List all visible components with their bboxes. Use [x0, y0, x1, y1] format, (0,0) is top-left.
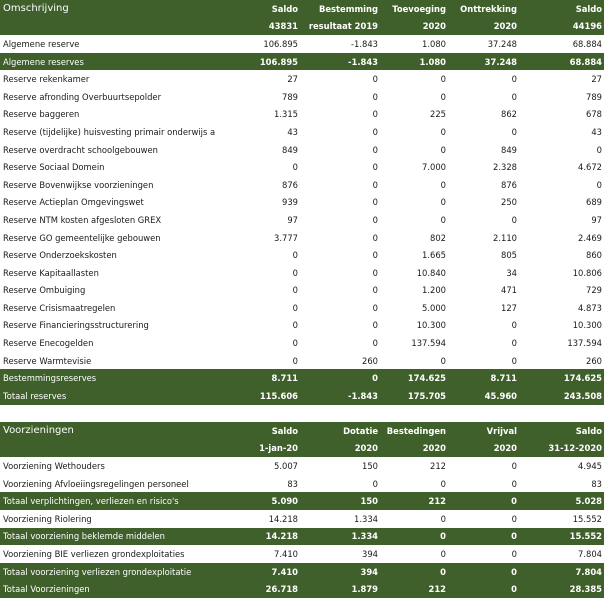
row-value: 7.410 [215, 563, 300, 581]
row-value: 0 [215, 299, 300, 317]
row-value: 137.594 [519, 334, 604, 352]
row-value: 137.594 [380, 334, 448, 352]
col-subheader: 1-jan-20 [215, 440, 300, 458]
row-value: 0 [300, 334, 380, 352]
row-value: 0 [300, 211, 380, 229]
col-header: Saldo [215, 422, 300, 440]
row-value: -1.843 [300, 35, 380, 53]
row-value: 8.711 [215, 369, 300, 387]
col-subheader: 2020 [300, 440, 380, 458]
row-value: 225 [380, 106, 448, 124]
row-value: 7.804 [519, 563, 604, 581]
row-value: 0 [380, 141, 448, 159]
row-value: -1.843 [300, 53, 380, 71]
row-value: 0 [300, 229, 380, 247]
row-value: 876 [215, 176, 300, 194]
row-value: 0 [519, 141, 604, 159]
col-header: Vrijval [448, 422, 519, 440]
row-value: 0 [448, 211, 519, 229]
row-value: 127 [448, 299, 519, 317]
row-value: 174.625 [380, 369, 448, 387]
row-value: 1.200 [380, 282, 448, 300]
row-label: Reserve Ombuiging [0, 282, 215, 300]
row-value: 0 [380, 176, 448, 194]
row-value: 0 [448, 88, 519, 106]
col-subheader: resultaat 2019 [300, 18, 380, 36]
row-value: 175.705 [380, 387, 448, 405]
table-row [0, 88, 604, 106]
row-value: 0 [448, 334, 519, 352]
table-row [0, 510, 604, 528]
row-label: Reserve baggeren [0, 106, 215, 124]
row-value: 1.080 [380, 53, 448, 71]
col-header: Bestedingen [380, 422, 448, 440]
col-subheader: 2020 [448, 440, 519, 458]
table-row [0, 158, 604, 176]
subtotal-row [0, 528, 604, 546]
row-value: 7.000 [380, 158, 448, 176]
row-label: Reserve Bovenwijkse voorzieningen [0, 176, 215, 194]
col-header: Dotatie [300, 422, 380, 440]
row-value: 0 [300, 246, 380, 264]
row-value: 0 [448, 492, 519, 510]
table-row [0, 475, 604, 493]
row-value: 1.879 [300, 580, 380, 598]
row-value: 150 [300, 457, 380, 475]
row-value: 2.469 [519, 229, 604, 247]
row-label: Reserve overdracht schoolgebouwen [0, 141, 215, 159]
table-row [0, 211, 604, 229]
row-value: 1.315 [215, 106, 300, 124]
row-value: 0 [448, 510, 519, 528]
row-value: 4.945 [519, 457, 604, 475]
provisions-title: Voorzieningen [0, 422, 215, 440]
row-value: 789 [215, 88, 300, 106]
row-value: 0 [300, 141, 380, 159]
row-value: 43 [215, 123, 300, 141]
row-value: 0 [300, 299, 380, 317]
row-value: 0 [380, 352, 448, 370]
row-value: 10.840 [380, 264, 448, 282]
col-subheader: 2020 [448, 18, 519, 36]
col-subheader: 44196 [519, 18, 604, 36]
row-value: 106.895 [215, 53, 300, 71]
row-value: 0 [380, 70, 448, 88]
row-value: 2.110 [448, 229, 519, 247]
table-row [0, 106, 604, 124]
row-value: 0 [448, 457, 519, 475]
table-row [0, 229, 604, 247]
row-value: 250 [448, 194, 519, 212]
row-label: Reserve rekenkamer [0, 70, 215, 88]
row-value: 0 [300, 282, 380, 300]
subtotal-row [0, 563, 604, 581]
row-value: 2.328 [448, 158, 519, 176]
row-value: 0 [380, 194, 448, 212]
row-value: 0 [300, 369, 380, 387]
row-value: 0 [380, 88, 448, 106]
row-value: 14.218 [215, 510, 300, 528]
row-value: 150 [300, 492, 380, 510]
row-value: 5.000 [380, 299, 448, 317]
reserves-subheader-row [0, 18, 604, 36]
row-value: 5.007 [215, 457, 300, 475]
table-row [0, 317, 604, 335]
row-label: Reserve Financieringsstructurering [0, 317, 215, 335]
row-value: 0 [380, 123, 448, 141]
row-value: 28.385 [519, 580, 604, 598]
row-label: Totaal voorziening beklemde middelen [0, 528, 215, 546]
row-value: 27 [215, 70, 300, 88]
col-header: Saldo [519, 0, 604, 18]
row-value: 0 [215, 282, 300, 300]
table-row [0, 70, 604, 88]
row-value: 0 [300, 194, 380, 212]
row-value: 97 [215, 211, 300, 229]
table-row [0, 35, 604, 53]
col-header: Saldo [215, 0, 300, 18]
row-label: Reserve NTM kosten afgesloten GREX [0, 211, 215, 229]
row-value: 689 [519, 194, 604, 212]
row-label: Reserve GO gemeentelijke gebouwen [0, 229, 215, 247]
row-label: Voorziening Afvloeiingsregelingen personeel [0, 475, 215, 493]
row-value: 0 [448, 352, 519, 370]
col-header: Onttrekking [448, 0, 519, 18]
table-row [0, 299, 604, 317]
table-row [0, 352, 604, 370]
row-value: 97 [519, 211, 604, 229]
row-value: 212 [380, 457, 448, 475]
row-value: 0 [380, 528, 448, 546]
row-value: 876 [448, 176, 519, 194]
row-value: 45.960 [448, 387, 519, 405]
row-label: Reserve Onderzoekskosten [0, 246, 215, 264]
col-header: Bestemming [300, 0, 380, 18]
table-row [0, 457, 604, 475]
row-value: 729 [519, 282, 604, 300]
row-value: 849 [215, 141, 300, 159]
col-subheader: 31-12-2020 [519, 440, 604, 458]
row-value: 83 [215, 475, 300, 493]
row-label: Reserve Crisismaatregelen [0, 299, 215, 317]
row-value: 0 [300, 70, 380, 88]
row-label: Totaal reserves [0, 387, 215, 405]
row-value: 37.248 [448, 35, 519, 53]
row-value: 260 [300, 352, 380, 370]
empty-cell [0, 18, 215, 36]
table-row [0, 194, 604, 212]
table-row [0, 141, 604, 159]
row-value: 0 [215, 352, 300, 370]
row-value: 802 [380, 229, 448, 247]
provisions-subheader-row [0, 440, 604, 458]
row-value: 34 [448, 264, 519, 282]
row-value: 0 [300, 317, 380, 335]
row-value: 0 [380, 211, 448, 229]
row-value: 43 [519, 123, 604, 141]
row-value: 10.300 [519, 317, 604, 335]
table-row [0, 246, 604, 264]
row-value: 0 [448, 70, 519, 88]
row-label: Totaal voorziening verliezen grondexploitatie [0, 563, 215, 581]
row-value: 0 [448, 475, 519, 493]
table-row [0, 545, 604, 563]
row-value: 0 [380, 475, 448, 493]
subtotal-row [0, 580, 604, 598]
row-label: Algemene reserve [0, 35, 215, 53]
row-value: 243.508 [519, 387, 604, 405]
row-value: 83 [519, 475, 604, 493]
row-label: Bestemmingsreserves [0, 369, 215, 387]
row-value: 115.606 [215, 387, 300, 405]
row-label: Voorziening Wethouders [0, 457, 215, 475]
row-value: 939 [215, 194, 300, 212]
subtotal-row [0, 369, 604, 387]
row-value: 860 [519, 246, 604, 264]
row-value: 0 [448, 123, 519, 141]
row-value: 0 [300, 88, 380, 106]
row-label: Reserve afronding Overbuurtsepolder [0, 88, 215, 106]
reserves-title: Omschrijving [0, 0, 215, 18]
row-value: 1.334 [300, 528, 380, 546]
row-value: 8.711 [448, 369, 519, 387]
row-value: 0 [300, 264, 380, 282]
row-value: 0 [215, 158, 300, 176]
row-value: 37.248 [448, 53, 519, 71]
provisions-table [0, 422, 604, 598]
row-value: 1.665 [380, 246, 448, 264]
row-label: Totaal Voorzieningen [0, 580, 215, 598]
row-label: Voorziening Riolering [0, 510, 215, 528]
row-label: Totaal verplichtingen, verliezen en risico's [0, 492, 215, 510]
row-value: 394 [300, 563, 380, 581]
row-value: 805 [448, 246, 519, 264]
provisions-header-row [0, 422, 604, 440]
row-label: Reserve Enecogelden [0, 334, 215, 352]
row-value: 0 [448, 317, 519, 335]
row-value: 15.552 [519, 528, 604, 546]
row-value: 4.873 [519, 299, 604, 317]
row-value: 7.410 [215, 545, 300, 563]
row-label: Reserve Kapitaallasten [0, 264, 215, 282]
row-label: Reserve (tijdelijke) huisvesting primair onderwijs a [0, 123, 215, 141]
row-value: 0 [448, 528, 519, 546]
row-value: 10.806 [519, 264, 604, 282]
subtotal-row [0, 387, 604, 405]
row-value: 0 [380, 545, 448, 563]
subtotal-row [0, 53, 604, 71]
row-value: 0 [448, 563, 519, 581]
row-value: 0 [380, 563, 448, 581]
row-value: 471 [448, 282, 519, 300]
row-value: 68.884 [519, 35, 604, 53]
col-header: Saldo [519, 422, 604, 440]
row-value: 0 [300, 176, 380, 194]
row-value: 789 [519, 88, 604, 106]
table-row [0, 334, 604, 352]
row-value: 0 [215, 317, 300, 335]
row-value: 0 [519, 176, 604, 194]
row-value: 26.718 [215, 580, 300, 598]
row-value: 0 [300, 158, 380, 176]
reserves-header-row [0, 0, 604, 18]
row-value: 849 [448, 141, 519, 159]
row-value: 678 [519, 106, 604, 124]
row-value: 0 [215, 264, 300, 282]
row-value: 0 [380, 510, 448, 528]
col-subheader: 2020 [380, 18, 448, 36]
col-subheader: 2020 [380, 440, 448, 458]
row-label: Algemene reserves [0, 53, 215, 71]
subtotal-row [0, 492, 604, 510]
row-value: 260 [519, 352, 604, 370]
row-value: 174.625 [519, 369, 604, 387]
section-spacer [0, 406, 605, 422]
row-value: 5.028 [519, 492, 604, 510]
row-value: 4.672 [519, 158, 604, 176]
row-value: 7.804 [519, 545, 604, 563]
row-value: 212 [380, 580, 448, 598]
row-value: 0 [300, 123, 380, 141]
row-value: 0 [448, 580, 519, 598]
table-row [0, 264, 604, 282]
row-label: Voorziening BIE verliezen grondexploitaties [0, 545, 215, 563]
row-label: Reserve Actieplan Omgevingswet [0, 194, 215, 212]
row-value: 0 [215, 246, 300, 264]
row-value: 1.080 [380, 35, 448, 53]
table-row [0, 123, 604, 141]
row-value: 10.300 [380, 317, 448, 335]
row-value: 0 [448, 545, 519, 563]
empty-cell [0, 440, 215, 458]
row-value: 862 [448, 106, 519, 124]
row-value: 68.884 [519, 53, 604, 71]
row-value: 394 [300, 545, 380, 563]
table-row [0, 282, 604, 300]
row-value: 27 [519, 70, 604, 88]
row-value: 0 [300, 475, 380, 493]
row-value: 3.777 [215, 229, 300, 247]
col-header: Toevoeging [380, 0, 448, 18]
row-value: 0 [215, 334, 300, 352]
row-value: 0 [300, 106, 380, 124]
row-value: 106.895 [215, 35, 300, 53]
row-value: -1.843 [300, 387, 380, 405]
row-value: 5.090 [215, 492, 300, 510]
table-row [0, 176, 604, 194]
row-label: Reserve Warmtevisie [0, 352, 215, 370]
row-value: 212 [380, 492, 448, 510]
row-value: 1.334 [300, 510, 380, 528]
row-value: 15.552 [519, 510, 604, 528]
col-subheader: 43831 [215, 18, 300, 36]
row-label: Reserve Sociaal Domein [0, 158, 215, 176]
row-value: 14.218 [215, 528, 300, 546]
